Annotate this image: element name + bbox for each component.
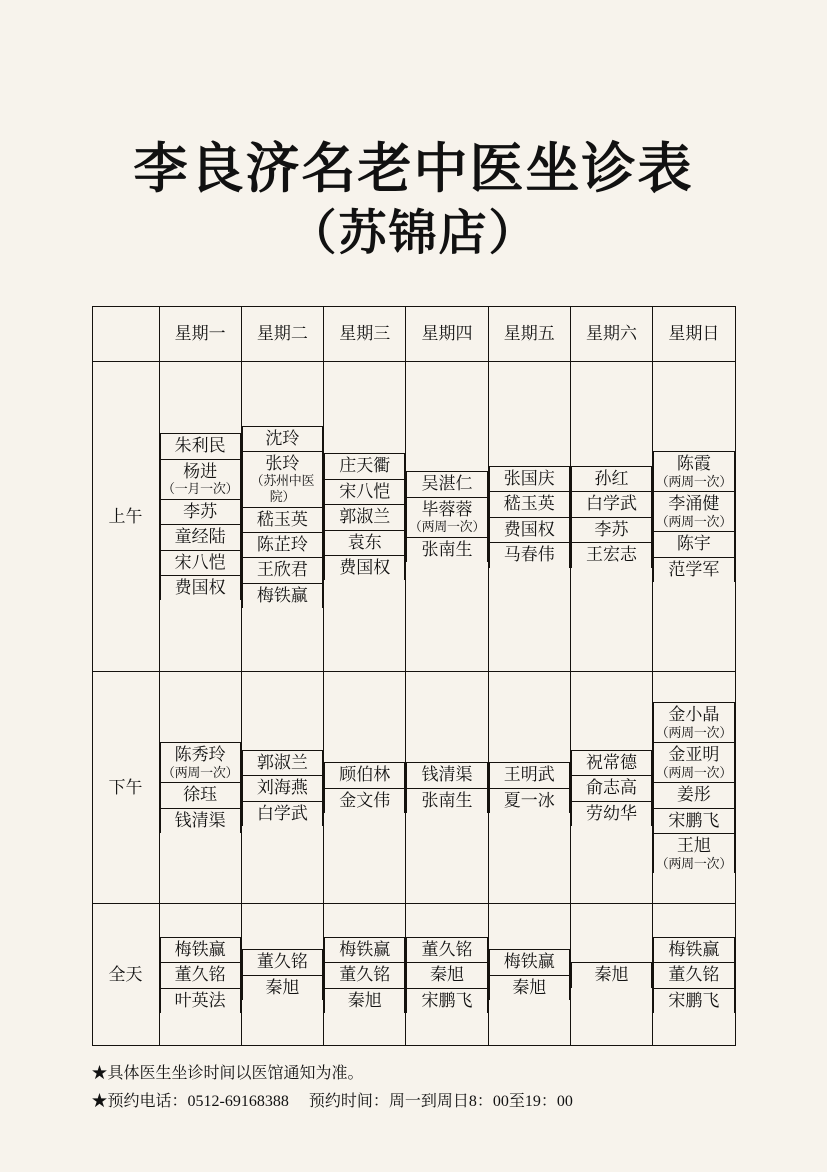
page-title — [0, 0, 827, 262]
doctor-name: 白学武 — [256, 803, 308, 823]
doctor-frequency-note: （两周一次） — [655, 855, 732, 871]
doctor-name: 王欣君 — [256, 560, 308, 580]
doctor-name: 张玲 — [265, 453, 300, 473]
doctor-slot — [160, 743, 240, 783]
doctor-name: 范学军 — [668, 559, 720, 579]
doctor-name: 梅铁赢 — [256, 585, 308, 605]
cell-morning-fri — [488, 362, 570, 672]
doctor-slot — [654, 452, 734, 492]
doctor-name: 秦旭 — [347, 990, 382, 1010]
doctor-name: 叶英法 — [174, 990, 226, 1010]
doctor-slot-group — [242, 949, 323, 1000]
doctor-name: 毕蓉蓉 — [421, 499, 473, 519]
doctor-slot — [325, 988, 405, 1013]
day-header-thu: 星期四 — [406, 307, 488, 362]
doctor-slot — [160, 575, 240, 600]
day-header-sat: 星期六 — [570, 307, 652, 362]
doctor-slot — [242, 507, 322, 532]
doctor-slot — [242, 426, 322, 451]
doctor-frequency-note: （两周一次） — [655, 513, 732, 529]
doctor-slot — [242, 776, 322, 801]
cell-fullday-fri — [488, 904, 570, 1046]
doctor-name: 王旭 — [676, 836, 711, 856]
doctor-name: 吴湛仁 — [421, 474, 473, 494]
day-header-tue: 星期二 — [241, 307, 323, 362]
doctor-slot — [489, 492, 569, 517]
doctor-name: 刘海燕 — [256, 778, 308, 798]
doctor-name: 张南生 — [421, 790, 473, 810]
doctor-slot — [407, 472, 487, 497]
cell-fullday-sun — [653, 904, 735, 1046]
doctor-slot — [489, 788, 569, 813]
doctor-name: 王宏志 — [586, 545, 638, 565]
doctor-slot — [571, 801, 651, 826]
doctor-slot — [571, 517, 651, 542]
doctor-slot — [325, 505, 405, 530]
doctor-frequency-note: （两周一次） — [162, 764, 239, 780]
doctor-name: 梅铁赢 — [174, 939, 226, 959]
doctor-name: 李苏 — [183, 501, 218, 521]
doctor-slot-group — [406, 937, 487, 1013]
doctor-name: 梅铁赢 — [339, 939, 391, 959]
doctor-slot — [654, 834, 734, 873]
doctor-name: 董久铭 — [668, 965, 720, 985]
doctor-name: 郭淑兰 — [339, 507, 391, 527]
doctor-name: 沈玲 — [265, 428, 300, 448]
doctor-name: 金亚明 — [668, 745, 720, 765]
doctor-slot-group — [653, 451, 734, 582]
cell-morning-thu — [406, 362, 488, 672]
doctor-name: 董久铭 — [339, 965, 391, 985]
doctor-name: 陈秀玲 — [174, 745, 226, 765]
doctor-slot — [160, 550, 240, 575]
doctor-slot — [160, 808, 240, 833]
doctor-slot — [489, 950, 569, 975]
doctor-slot-group — [489, 762, 570, 813]
doctor-slot-group — [324, 453, 405, 580]
doctor-slot — [242, 750, 322, 775]
doctor-name: 董久铭 — [256, 952, 308, 972]
doctor-slot — [160, 783, 240, 808]
doctor-slot-group — [571, 750, 652, 826]
doctor-slot — [407, 937, 487, 962]
doctor-slot-group — [653, 702, 734, 873]
doctor-slot — [489, 543, 569, 568]
doctor-slot — [489, 467, 569, 492]
doctor-name: 俞志高 — [586, 778, 638, 798]
doctor-name: 钱清渠 — [421, 765, 473, 785]
doctor-slot — [160, 963, 240, 988]
cell-afternoon-sun — [653, 672, 735, 904]
doctor-name: 梅铁赢 — [668, 939, 720, 959]
doctor-name: 陈芷玲 — [256, 534, 308, 554]
period-label-morning: 上午 — [92, 362, 159, 672]
doctor-name: 徐珏 — [183, 785, 218, 805]
schedule-table — [92, 306, 736, 1046]
doctor-slot — [325, 763, 405, 788]
footer-line-1: ★具体医生坐诊时间以医馆通知为准。 — [91, 1065, 364, 1083]
doctor-slot — [571, 543, 651, 568]
doctor-name: 杨进 — [183, 461, 218, 481]
cell-fullday-tue — [241, 904, 323, 1046]
doctor-slot-group — [653, 937, 734, 1013]
doctor-slot — [242, 532, 322, 557]
cell-morning-sat — [570, 362, 652, 672]
doctor-name: 秦旭 — [265, 977, 300, 997]
day-header-fri: 星期五 — [488, 307, 570, 362]
doctor-slot — [654, 532, 734, 557]
doctor-slot — [242, 950, 322, 975]
fullday-row — [92, 904, 735, 1046]
table-header-row — [92, 307, 735, 362]
title-line-2: （苏锦店） — [288, 206, 539, 260]
doctor-slot — [160, 499, 240, 524]
afternoon-row — [92, 672, 735, 904]
doctor-slot — [654, 703, 734, 743]
doctor-slot — [407, 988, 487, 1013]
doctor-frequency-note: （一月一次） — [162, 481, 239, 497]
doctor-slot — [325, 963, 405, 988]
doctor-name: 秦旭 — [429, 965, 464, 985]
period-label-afternoon: 下午 — [92, 672, 159, 904]
doctor-name: 童经陆 — [174, 527, 226, 547]
cell-afternoon-fri — [488, 672, 570, 904]
doctor-slot — [325, 479, 405, 504]
doctor-slot — [242, 558, 322, 583]
doctor-frequency-note: （两周一次） — [408, 519, 486, 535]
doctor-name: 陈宇 — [676, 534, 711, 554]
doctor-slot — [407, 788, 487, 813]
cell-afternoon-thu — [406, 672, 488, 904]
title-line-1: 李良济名老中医坐诊表 — [133, 139, 694, 199]
day-header-sun: 星期日 — [653, 307, 735, 362]
doctor-name: 董久铭 — [421, 939, 473, 959]
doctor-name: 秦旭 — [512, 977, 547, 997]
doctor-slot — [571, 750, 651, 775]
doctor-name: 孙红 — [594, 469, 629, 489]
doctor-name: 钱清渠 — [174, 810, 226, 830]
doctor-name: 郭淑兰 — [256, 752, 308, 772]
doctor-name: 袁东 — [347, 532, 382, 552]
doctor-slot — [654, 743, 734, 783]
doctor-slot — [242, 801, 322, 826]
doctor-name: 宋鹏飞 — [421, 990, 473, 1010]
doctor-slot — [160, 937, 240, 962]
doctor-slot — [571, 492, 651, 517]
cell-afternoon-tue — [241, 672, 323, 904]
doctor-slot — [571, 467, 651, 492]
doctor-slot — [407, 537, 487, 562]
doctor-name: 费国权 — [503, 519, 555, 539]
doctor-name: 顾伯林 — [339, 765, 391, 785]
doctor-slot-group — [242, 750, 323, 826]
cell-afternoon-sat — [570, 672, 652, 904]
doctor-name: 劳幼华 — [586, 803, 638, 823]
doctor-slot — [160, 525, 240, 550]
cell-morning-sun — [653, 362, 735, 672]
footer-notes — [92, 1060, 736, 1116]
doctor-name: 庄天衢 — [339, 456, 391, 476]
period-label-fullday: 全天 — [92, 904, 159, 1046]
doctor-slot — [160, 459, 240, 499]
doctor-name: 宋八恺 — [339, 481, 391, 501]
doctor-name: 姜彤 — [676, 785, 711, 805]
doctor-name: 梅铁赢 — [503, 952, 555, 972]
doctor-name: 祝常德 — [586, 752, 638, 772]
doctor-slot — [489, 763, 569, 788]
doctor-slot-group — [160, 433, 241, 600]
doctor-slot — [407, 763, 487, 788]
doctor-name: 王明武 — [503, 765, 555, 785]
doctor-slot-group — [489, 949, 570, 1000]
doctor-slot — [571, 963, 651, 988]
doctor-slot — [407, 497, 487, 537]
doctor-slot — [242, 975, 322, 1000]
doctor-slot — [489, 517, 569, 542]
cell-morning-mon — [159, 362, 241, 672]
doctor-frequency-note: （两周一次） — [655, 764, 732, 780]
doctor-name: 夏一冰 — [503, 790, 555, 810]
doctor-name: 马春伟 — [503, 545, 555, 565]
doctor-slot — [654, 937, 734, 962]
doctor-slot — [160, 434, 240, 459]
doctor-slot-group — [571, 962, 652, 987]
doctor-slot — [654, 557, 734, 582]
doctor-slot — [654, 963, 734, 988]
schedule-table-wrap — [92, 306, 736, 1046]
doctor-slot-group — [160, 937, 241, 1013]
doctor-slot — [571, 776, 651, 801]
doctor-name: 李苏 — [594, 519, 629, 539]
doctor-slot-group — [160, 742, 241, 833]
doctor-name: 朱利民 — [174, 436, 226, 456]
doctor-name: 金小晶 — [668, 705, 720, 725]
doctor-slot-group — [242, 426, 323, 609]
doctor-name: 嵇玉英 — [256, 509, 308, 529]
morning-row — [92, 362, 735, 672]
doctor-slot — [242, 451, 322, 507]
doctor-slot — [654, 808, 734, 833]
doctor-slot — [654, 492, 734, 532]
doctor-name: 金文伟 — [339, 790, 391, 810]
cell-afternoon-mon — [159, 672, 241, 904]
cell-fullday-mon — [159, 904, 241, 1046]
doctor-name: 董久铭 — [174, 965, 226, 985]
cell-afternoon-wed — [324, 672, 406, 904]
doctor-frequency-note: （两周一次） — [655, 473, 732, 489]
doctor-slot — [654, 783, 734, 808]
doctor-slot — [325, 788, 405, 813]
doctor-name: 李涌健 — [668, 494, 720, 514]
doctor-slot-group — [406, 471, 487, 562]
doctor-name: 宋鹏飞 — [668, 990, 720, 1010]
doctor-name: 费国权 — [174, 577, 226, 597]
cell-morning-tue — [241, 362, 323, 672]
doctor-name: 张南生 — [421, 539, 473, 559]
doctor-name: 宋八恺 — [174, 552, 226, 572]
doctor-slot-group — [489, 466, 570, 568]
doctor-slot — [325, 530, 405, 555]
doctor-name: 秦旭 — [594, 965, 629, 985]
doctor-slot-group — [324, 762, 405, 813]
doctor-slot — [489, 975, 569, 1000]
doctor-slot-group — [571, 466, 652, 568]
cell-morning-wed — [324, 362, 406, 672]
doctor-name: 张国庆 — [503, 469, 555, 489]
doctor-name: 费国权 — [339, 557, 391, 577]
footer-line-2: ★预约电话：0512-69168388 预约时间：周一到周日8：00至19：00 — [91, 1093, 573, 1111]
doctor-slot — [325, 937, 405, 962]
doctor-slot-group — [406, 762, 487, 813]
doctor-slot — [242, 583, 322, 608]
doctor-slot-group — [324, 937, 405, 1013]
doctor-name: 陈霞 — [676, 454, 711, 474]
day-header-wed: 星期三 — [324, 307, 406, 362]
table-corner-cell — [92, 307, 159, 362]
doctor-name: 嵇玉英 — [503, 494, 555, 514]
doctor-slot — [654, 988, 734, 1013]
cell-fullday-sat — [570, 904, 652, 1046]
doctor-slot — [407, 963, 487, 988]
cell-fullday-wed — [324, 904, 406, 1046]
doctor-slot — [325, 555, 405, 580]
doctor-frequency-note: （苏州中医院） — [250, 473, 315, 504]
cell-fullday-thu — [406, 904, 488, 1046]
doctor-frequency-note: （两周一次） — [655, 724, 732, 740]
doctor-name: 白学武 — [586, 494, 638, 514]
doctor-slot — [160, 988, 240, 1013]
doctor-name: 宋鹏飞 — [668, 810, 720, 830]
doctor-slot — [325, 454, 405, 479]
day-header-mon: 星期一 — [159, 307, 241, 362]
